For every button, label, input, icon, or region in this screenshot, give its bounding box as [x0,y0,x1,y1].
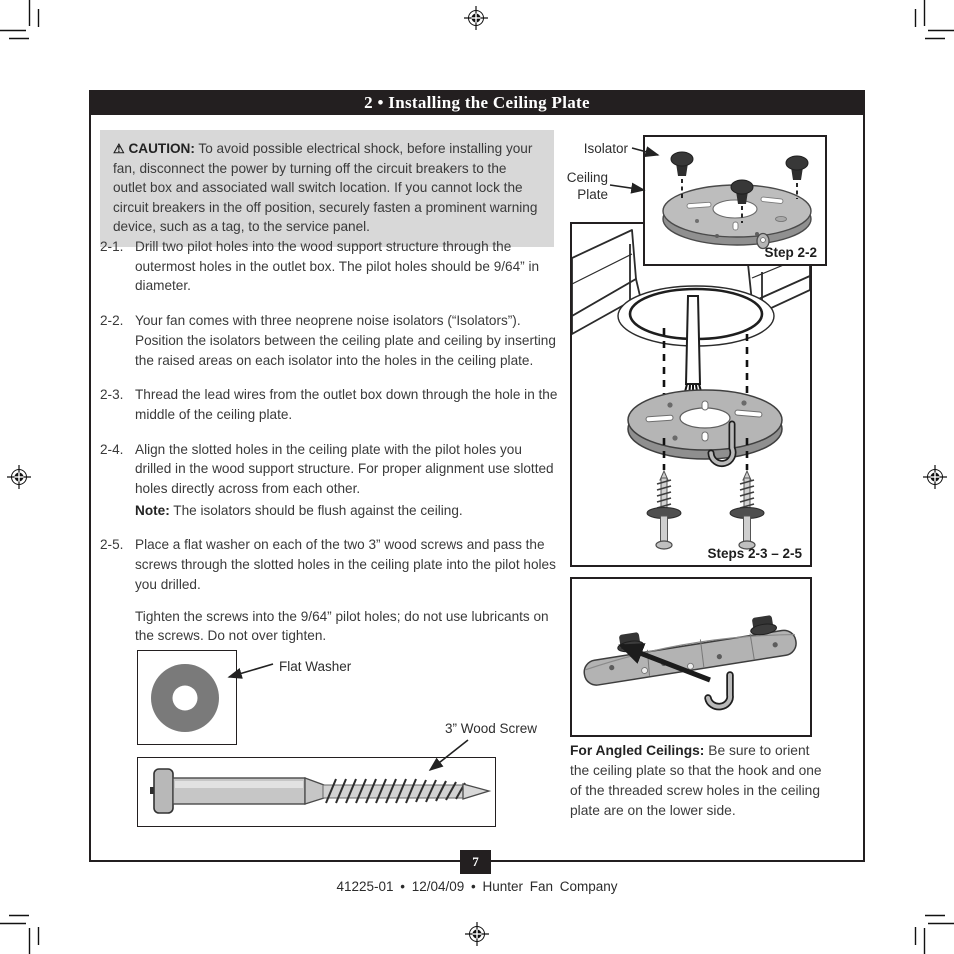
angled-ceiling-figure [570,577,812,737]
caution-label: CAUTION: [128,141,195,156]
step-extra-text: Tighten the screws into the 9/64” pilot holes; do not use lubricants on the screws. Do not over tighten. [135,608,549,644]
step-text: Align the slotted holes in the ceiling plate with the pilot holes you drilled in the wood support structure. For proper alignment use slotted holes directly across from each other. [135,441,554,497]
wood-screw-figure [137,757,496,827]
figure-caption: Steps 2-3 – 2-5 [707,546,802,561]
flat-washer-label: Flat Washer [279,659,352,674]
figure-caption: Step 2-2 [764,245,817,260]
steps-2-3-2-5-figure [570,222,812,567]
flat-washer-illustration [138,651,235,743]
angled-label: For Angled Ceilings: [570,743,705,758]
caution-box [100,130,554,247]
step-number: 2-3. [100,387,124,403]
angled-body: Be sure to orient the ceiling plate so that the hook and one of the threaded screw holes in the ceiling plate are on the lower side. [570,743,822,818]
step-item [100,440,558,521]
ceiling-plate-mounting-illustration [572,224,810,565]
isolator-callout-label: Isolator [583,141,628,156]
note-text: The isolators should be flush against the ceiling. [169,502,463,518]
footer-imprint: 41225-01 • 12/04/09 • Hunter Fan Company [336,879,618,894]
step-text: Your fan comes with three neoprene noise isolators (“Isolators”). Position the isolators between the ceiling plate and ceiling by inserting the raised areas on each isolator into the holes in the ceiling plate. [135,313,556,368]
step-note [135,501,558,521]
angled-plate-illustration [572,579,810,735]
step-number: 2-5. [100,537,124,553]
step-number: 2-1. [100,239,124,254]
instruction-steps [100,237,558,661]
step-text: Thread the lead wires from the outlet box down through the hole in the middle of the ceiling plate. [135,387,558,422]
note-label: Note: [135,502,170,518]
ceiling-plate-callout-label: Ceiling Plate [566,170,608,202]
wood-screw-label: 3” Wood Screw [445,721,538,736]
step-item [100,385,558,424]
step-number: 2-4. [100,441,124,457]
warning-icon: ⚠ [113,141,125,156]
caution-text: To avoid possible electrical shock, before installing your fan, disconnect the power by turning off the circuit breakers to the outlet box and associated wall switch location. If you cannot lock the circuit breakers in the off position, securely fasten a prominent warning device, such as a tag, to the service panel. [113,141,538,235]
step-item [100,237,558,296]
step-item [100,535,558,646]
step-item [100,311,558,370]
wood-screw-illustration [138,758,494,825]
step-number: 2-2. [100,313,124,329]
flat-washer-figure [137,650,237,745]
page-title: 2 • Installing the Ceiling Plate [89,90,865,115]
step-text: Drill two pilot holes into the wood support structure through the outermost holes in the outlet box. The pilot holes should be 9/64” in diameter. [135,239,540,294]
angled-ceilings-note [570,741,822,821]
step-2-2-figure [643,135,827,266]
step-text: Place a flat washer on each of the two 3” wood screws and pass the screws through the slotted holes in the ceiling plate into the pilot holes you drilled. [135,537,556,592]
page-number: 7 [460,850,491,874]
